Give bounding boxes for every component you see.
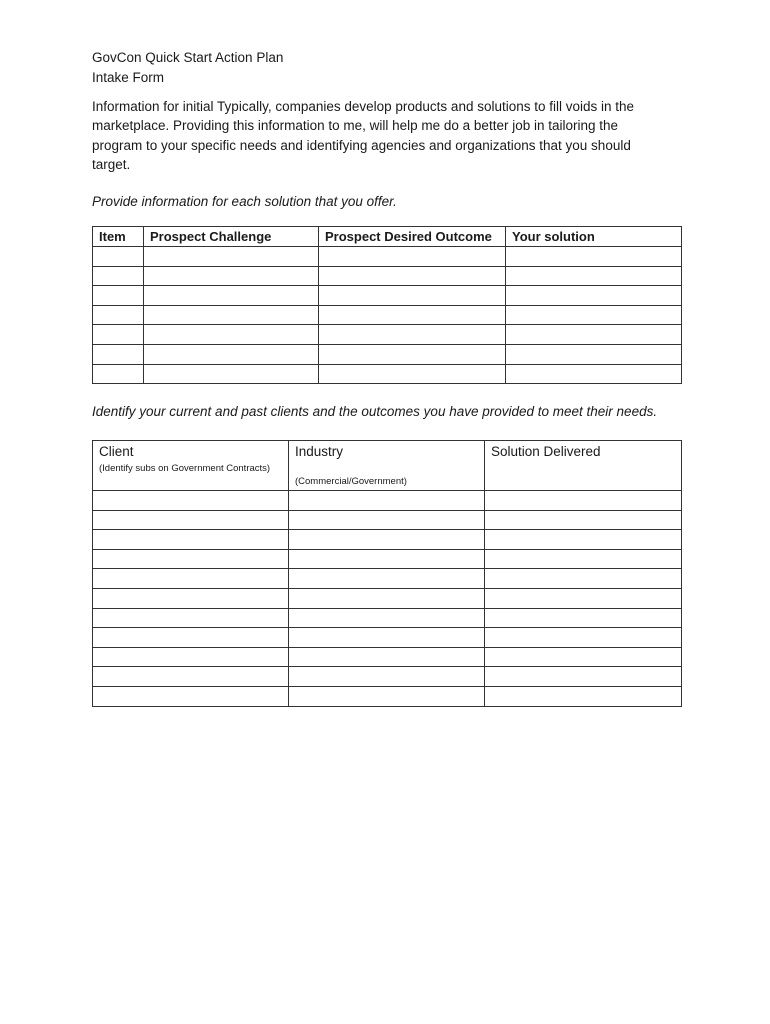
solution-input-cell[interactable] — [506, 247, 682, 267]
clients-table-row — [93, 588, 682, 608]
solution-input-cell[interactable] — [144, 325, 319, 345]
column-header-solution-delivered — [485, 441, 682, 491]
clients-table-row — [93, 608, 682, 628]
client-input-cell[interactable] — [289, 667, 485, 687]
solutions-table-row — [93, 266, 682, 286]
clients-table-row — [93, 569, 682, 589]
document-title: GovCon Quick Start Action Plan — [92, 50, 284, 65]
solutions-table-row — [93, 247, 682, 267]
client-input-cell[interactable] — [289, 608, 485, 628]
client-input-cell[interactable] — [289, 510, 485, 530]
client-input-cell[interactable] — [289, 491, 485, 511]
client-input-cell[interactable] — [485, 608, 682, 628]
solution-input-cell[interactable] — [506, 364, 682, 384]
clients-table — [92, 440, 682, 707]
document-subtitle: Intake Form — [92, 70, 165, 85]
solution-input-cell[interactable] — [506, 325, 682, 345]
solutions-table — [92, 226, 682, 384]
solutions-instruction: Provide information for each solution that you offer. — [92, 194, 397, 210]
clients-table-row — [93, 491, 682, 511]
solution-input-cell[interactable] — [319, 266, 506, 286]
client-input-cell[interactable] — [289, 569, 485, 589]
solution-input-cell[interactable] — [319, 247, 506, 267]
client-column-label: Client — [99, 444, 134, 459]
clients-instruction: Identify your current and past clients and the outcomes you have provided to meet their needs. — [92, 404, 658, 419]
client-input-cell[interactable] — [93, 647, 289, 667]
solution-delivered-column-label: Solution Delivered — [491, 444, 601, 459]
client-input-cell[interactable] — [93, 667, 289, 687]
solution-input-cell[interactable] — [93, 266, 144, 286]
client-input-cell[interactable] — [289, 686, 485, 706]
clients-table-row — [93, 686, 682, 706]
solution-input-cell[interactable] — [144, 286, 319, 306]
solutions-header-row — [93, 227, 682, 247]
solution-input-cell[interactable] — [93, 305, 144, 325]
solution-input-cell[interactable] — [144, 364, 319, 384]
client-input-cell[interactable] — [93, 686, 289, 706]
solution-input-cell[interactable] — [319, 325, 506, 345]
client-input-cell[interactable] — [289, 588, 485, 608]
clients-table-row — [93, 667, 682, 687]
client-input-cell[interactable] — [93, 530, 289, 550]
column-header-item: Item — [93, 227, 144, 247]
clients-header-row — [93, 441, 682, 491]
solution-input-cell[interactable] — [506, 266, 682, 286]
intake-form-page — [92, 48, 682, 487]
solutions-table-row — [93, 364, 682, 384]
column-header-industry — [289, 441, 485, 491]
client-input-cell[interactable] — [289, 549, 485, 569]
client-input-cell[interactable] — [289, 628, 485, 648]
solution-input-cell[interactable] — [93, 286, 144, 306]
solution-input-cell[interactable] — [144, 305, 319, 325]
solution-input-cell[interactable] — [93, 344, 144, 364]
solutions-table-row — [93, 344, 682, 364]
solution-input-cell[interactable] — [144, 266, 319, 286]
client-input-cell[interactable] — [93, 628, 289, 648]
solution-input-cell[interactable] — [144, 344, 319, 364]
solution-input-cell[interactable] — [319, 305, 506, 325]
clients-table-row — [93, 628, 682, 648]
client-input-cell[interactable] — [289, 530, 485, 550]
solution-input-cell[interactable] — [319, 344, 506, 364]
column-header-prospect-desired-outcome: Prospect Desired Outcome — [319, 227, 506, 247]
solution-input-cell[interactable] — [506, 286, 682, 306]
clients-table-body — [93, 491, 682, 707]
clients-table-row — [93, 647, 682, 667]
solutions-table-row — [93, 305, 682, 325]
industry-column-label: Industry — [295, 444, 344, 459]
client-input-cell[interactable] — [93, 569, 289, 589]
intro-paragraph: Information for initial Typically, companies develop products and solutions to fill voids in the marketplace. Providing this information to me, will help me do a better job in tailoring the program to your specific needs and identifying agencies and organizations that you should target. — [92, 99, 635, 172]
column-header-your-solution: Your solution — [506, 227, 682, 247]
client-input-cell[interactable] — [93, 608, 289, 628]
client-input-cell[interactable] — [485, 569, 682, 589]
client-input-cell[interactable] — [93, 549, 289, 569]
client-input-cell[interactable] — [485, 588, 682, 608]
solution-input-cell[interactable] — [506, 344, 682, 364]
client-input-cell[interactable] — [485, 628, 682, 648]
solution-input-cell[interactable] — [93, 325, 144, 345]
solution-input-cell[interactable] — [144, 247, 319, 267]
client-input-cell[interactable] — [289, 647, 485, 667]
solution-input-cell[interactable] — [93, 364, 144, 384]
solution-input-cell[interactable] — [506, 305, 682, 325]
clients-table-row — [93, 530, 682, 550]
client-input-cell[interactable] — [485, 530, 682, 550]
solutions-table-row — [93, 325, 682, 345]
solution-input-cell[interactable] — [319, 286, 506, 306]
column-header-prospect-challenge: Prospect Challenge — [144, 227, 319, 247]
client-input-cell[interactable] — [93, 588, 289, 608]
client-input-cell[interactable] — [485, 686, 682, 706]
solution-input-cell[interactable] — [319, 364, 506, 384]
solution-input-cell[interactable] — [93, 247, 144, 267]
solutions-table-row — [93, 286, 682, 306]
client-input-cell[interactable] — [93, 510, 289, 530]
industry-column-note: (Commercial/Government) — [295, 476, 407, 487]
client-input-cell[interactable] — [485, 667, 682, 687]
client-input-cell[interactable] — [485, 510, 682, 530]
client-input-cell[interactable] — [485, 549, 682, 569]
client-input-cell[interactable] — [485, 647, 682, 667]
clients-table-row — [93, 549, 682, 569]
client-input-cell[interactable] — [485, 491, 682, 511]
client-column-note: (Identify subs on Government Contracts) — [99, 463, 271, 474]
clients-table-row — [93, 510, 682, 530]
solutions-table-body — [93, 247, 682, 384]
client-input-cell[interactable] — [93, 491, 289, 511]
column-header-client — [93, 441, 289, 491]
